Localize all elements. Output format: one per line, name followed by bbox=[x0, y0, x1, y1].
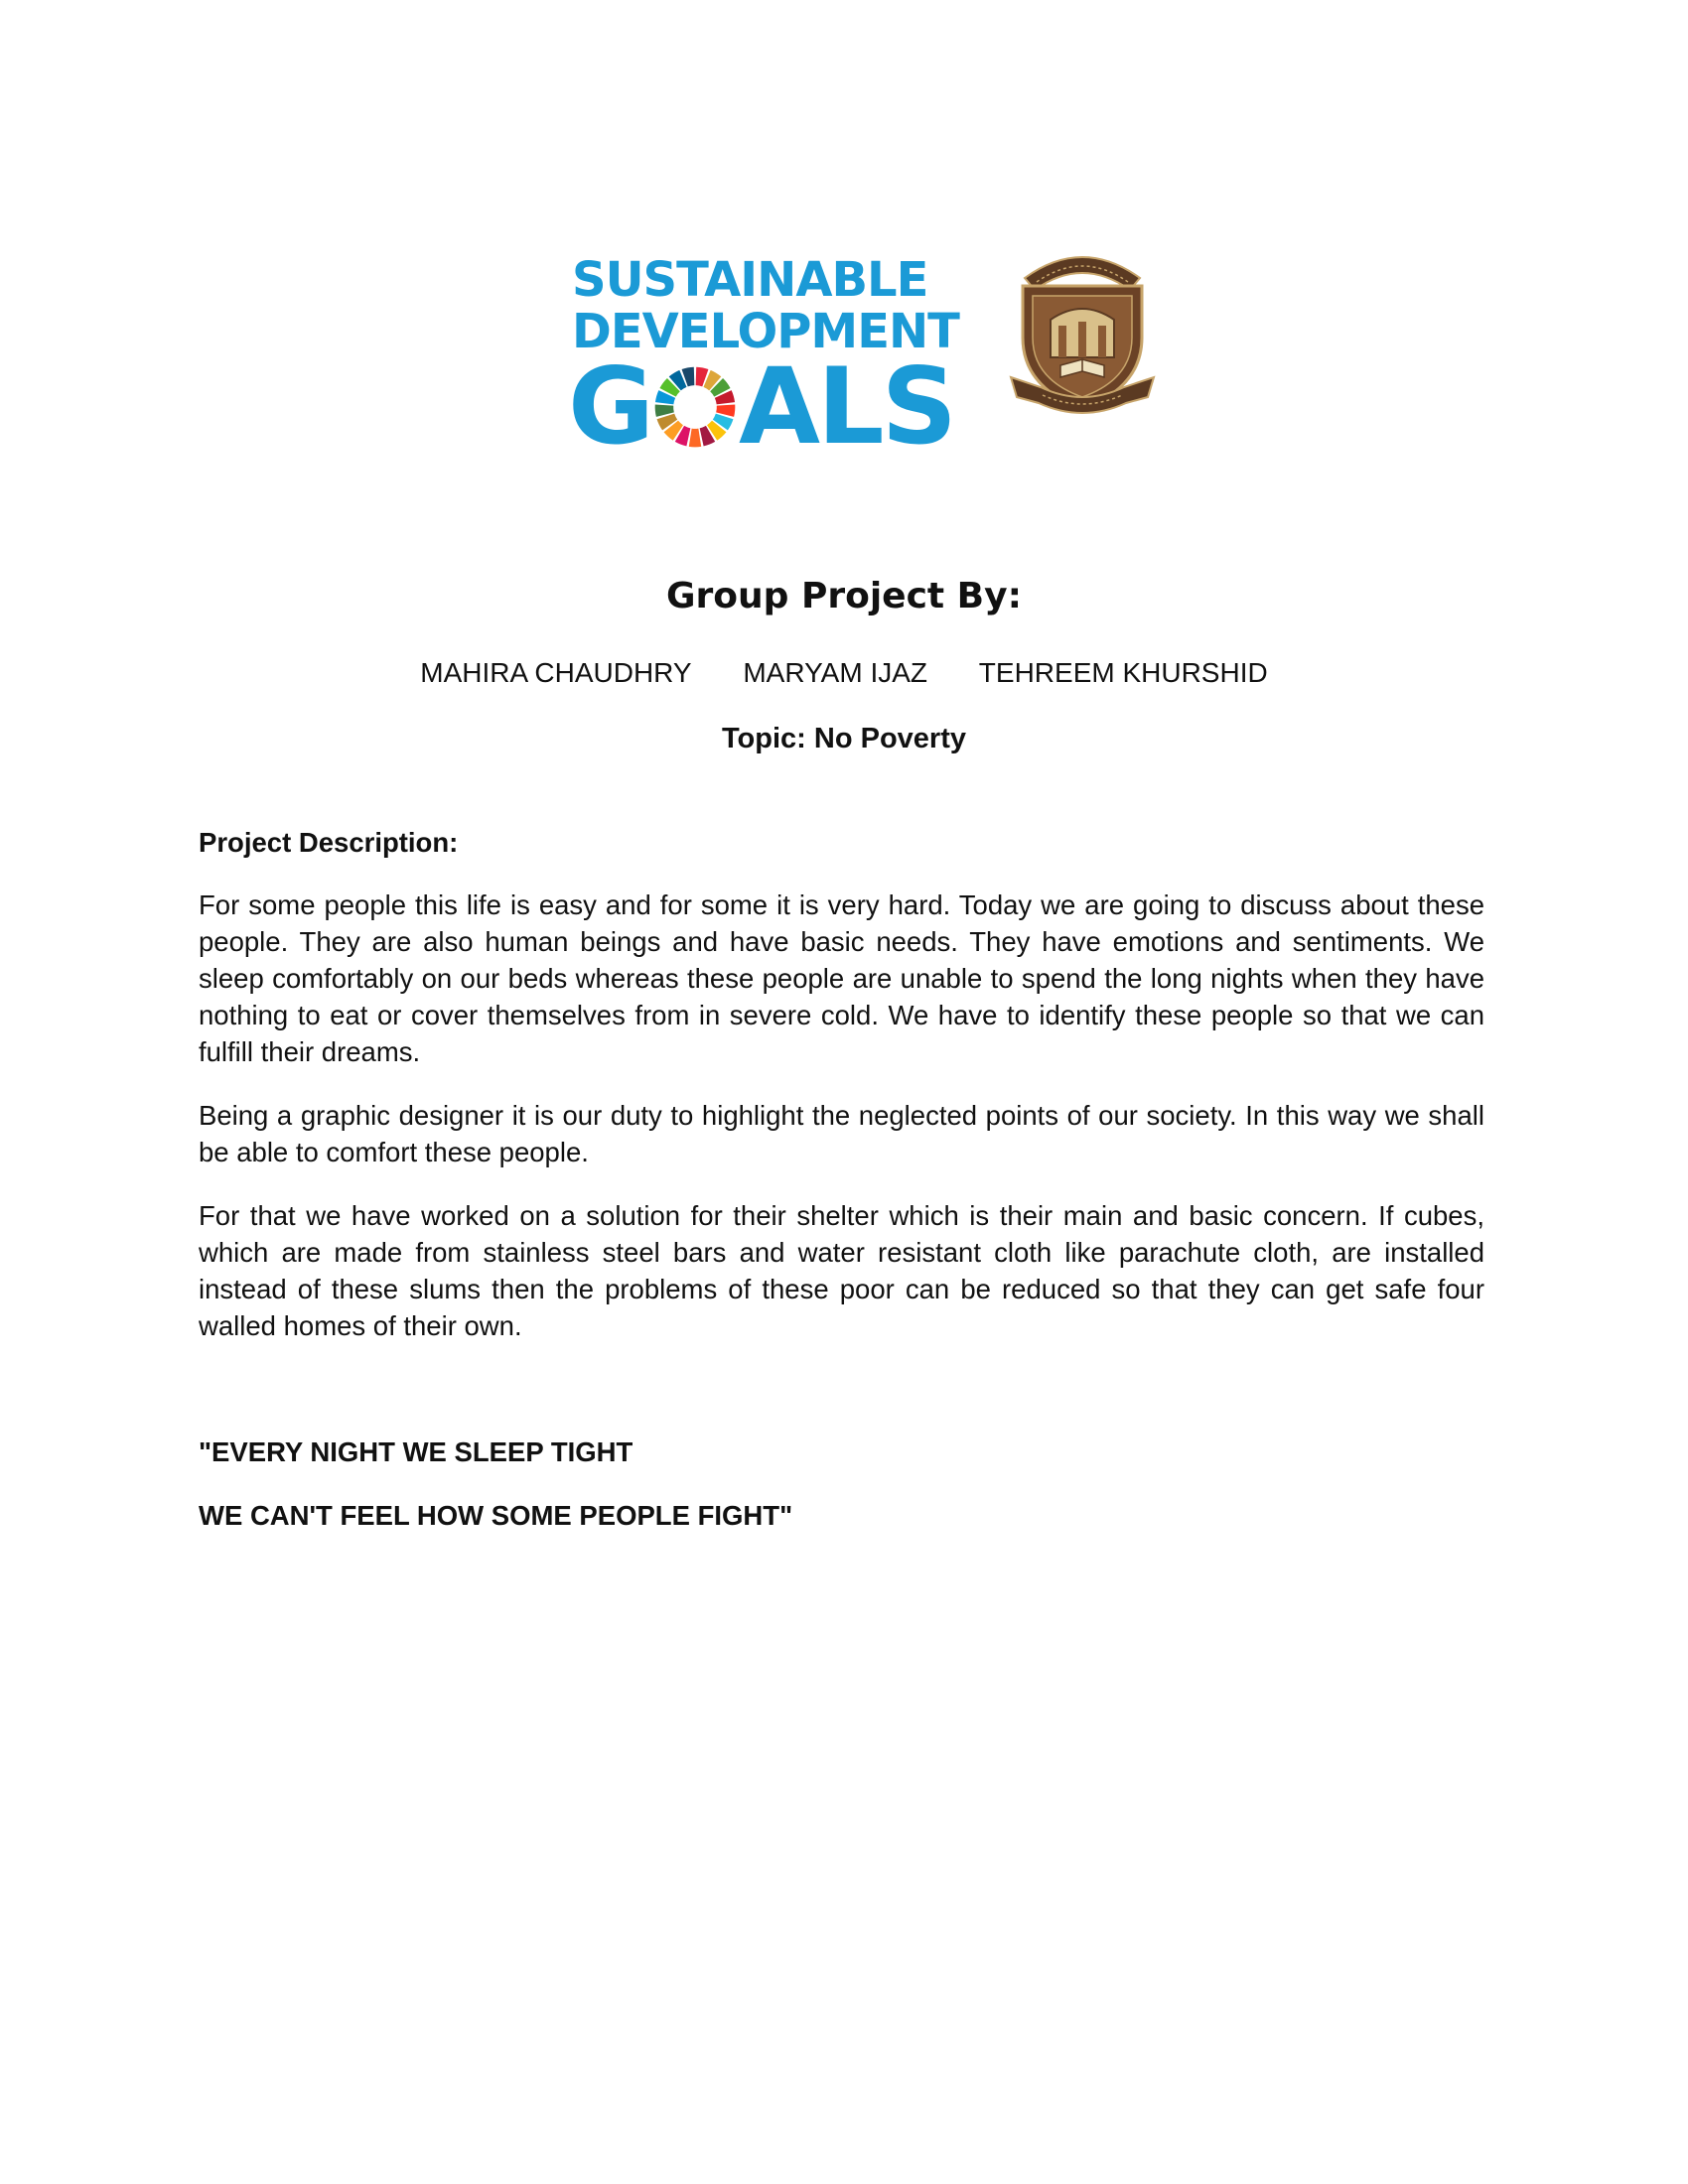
sdg-logo-g: G bbox=[568, 345, 652, 468]
description-paragraph: Being a graphic designer it is our duty to highlight the neglected points of our society. In this way we shall be able to comfort these people. bbox=[199, 1100, 1484, 1167]
sdg-wheel-segment bbox=[689, 429, 701, 448]
sdg-wheel-icon bbox=[653, 365, 737, 449]
sdg-logo-goals bbox=[568, 345, 954, 468]
project-description-section bbox=[199, 824, 1484, 1561]
college-crest-logo bbox=[1003, 238, 1162, 417]
page-title: Group Project By: bbox=[666, 576, 1022, 616]
author-name: TEHREEM KHURSHID bbox=[978, 657, 1268, 688]
description-label: Project Description: bbox=[199, 827, 459, 858]
sdg-logo bbox=[566, 252, 959, 468]
author-list bbox=[0, 657, 1688, 689]
header-logos bbox=[566, 238, 1162, 467]
topic-heading: Topic: No Poverty bbox=[722, 723, 966, 754]
description-paragraph: For some people this life is easy and for some it is very hard. Today we are going to discuss about these people. They are also human beings and have basic needs. They have emotions and sentiments. We sleep comfortably on our beds whereas these people are unable to spend the long nights when they have nothing to eat or cover themselves from in severe cold. We have to identify these people so that we can fulfill their dreams. bbox=[199, 889, 1484, 1067]
sdg-logo-als: ALS bbox=[739, 345, 954, 468]
description-paragraph: For that we have worked on a solution for their shelter which is their main and basic concern. If cubes, which are made from stainless steel bars and water resistant cloth like parachute cloth, are installed instead of these slums then the problems of these poor can be reduced so that they can get safe four walled homes of their own. bbox=[199, 1200, 1484, 1341]
author-name: MARYAM IJAZ bbox=[743, 657, 928, 688]
sdg-logo-line1: SUSTAINABLE bbox=[572, 252, 928, 308]
author-name: MAHIRA CHAUDHRY bbox=[420, 657, 692, 688]
quote-line-1: "EVERY NIGHT WE SLEEP TIGHT bbox=[199, 1436, 633, 1467]
sdg-logo-line2: DEVELOPMENT bbox=[572, 304, 959, 359]
quote-line-2: WE CAN'T FEEL HOW SOME PEOPLE FIGHT" bbox=[199, 1500, 793, 1531]
